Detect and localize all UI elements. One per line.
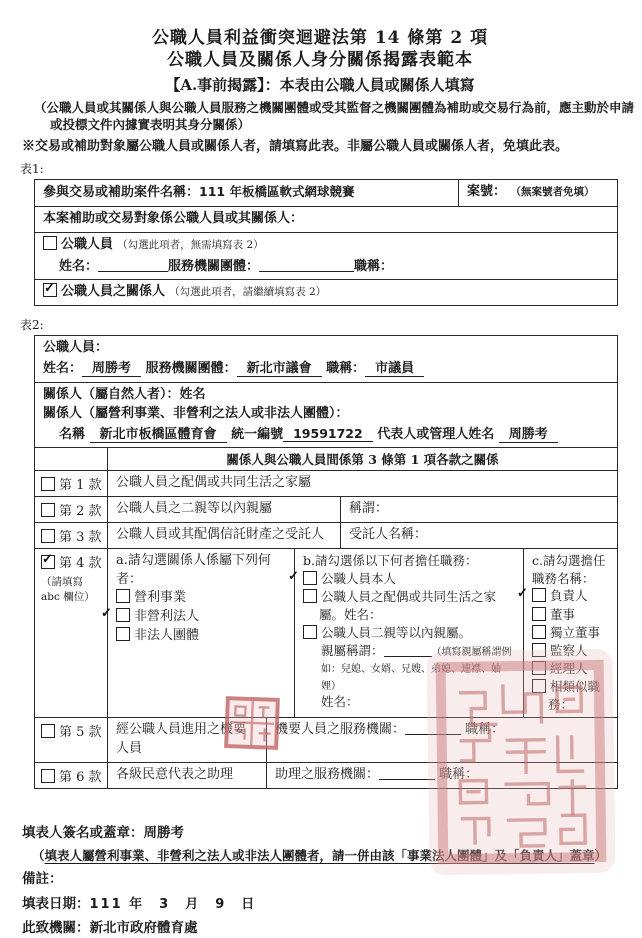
- signer-line: [22, 823, 640, 843]
- relation-header-row: [35, 448, 617, 471]
- instruction-note: ※交易或補助對象屬公職人員或關係人者，請填寫此表。非屬公職人員或關係人者，免填此表。: [22, 139, 569, 154]
- org-rep-label: 代表人或管理人姓名: [377, 426, 495, 442]
- table-row: [35, 471, 617, 497]
- k4a-title: a.請勾選關係人係屬下列何者：: [116, 553, 271, 587]
- target-line: 本案補助或交易對象係公職人員或其關係人：: [35, 207, 617, 233]
- relative-title-blank-field: [384, 643, 432, 657]
- official-info-cell: [35, 336, 617, 383]
- agency-line: [22, 918, 640, 938]
- table-row-k4: [35, 549, 617, 718]
- k2-desc: 公職人員之二親等以內親屬: [107, 497, 340, 522]
- checkbox-independent-director: [532, 625, 546, 639]
- table-row: [35, 523, 617, 549]
- k4-col-a: [101, 549, 294, 717]
- pre-disclosure-note: （公職人員或其關係人與公職人員服務之機關團體或受其監督之機關團體為補助或交易行為前，應主動於申請或投標文件內據實表明其身分關係）: [34, 99, 635, 132]
- date-line: [22, 894, 640, 915]
- k6-extra-cell: [266, 763, 617, 788]
- k4c-title: c.請勾選擔任職務名稱：: [532, 553, 606, 586]
- remark-line: 備註：: [22, 871, 63, 888]
- public-official-option: [43, 236, 609, 255]
- k4-col-c: [517, 549, 617, 717]
- title-label: 職稱：: [354, 258, 394, 274]
- checkbox-unincorporated-group: [116, 627, 130, 641]
- k1-checkbox-cell: [35, 471, 107, 496]
- checkbox-profit-business: [116, 589, 130, 603]
- checkbox-k4: [41, 552, 55, 569]
- org-identity-line: [43, 425, 609, 445]
- official-title-label: 職稱：: [326, 361, 366, 377]
- k4-note-line1: （請填寫: [41, 576, 83, 589]
- k5-blank-field: [405, 721, 461, 735]
- signer-note: （填表人屬營利事業、非營利之法人或非法人團體者，請一併由該「事業法人團體」及「負責人」蓋章）: [32, 848, 608, 864]
- k4c-opt-label: 經理人: [550, 660, 588, 676]
- checkbox-responsible-person: ✓: [532, 588, 546, 602]
- k4b-opt1-label: 公職人員本人: [321, 570, 397, 586]
- k3-number: 第 3 款: [59, 530, 102, 546]
- org-name-label: 名稱: [59, 426, 86, 442]
- k4b-option: [303, 624, 515, 711]
- k4c-option: [532, 606, 609, 624]
- checkbox-director: [532, 607, 546, 621]
- k5-desc: 經公職人員進用之機要人員: [107, 718, 266, 762]
- k4c-option: [517, 586, 609, 605]
- k4c-opt-label: 相類似職務：: [548, 679, 601, 713]
- official-line: 公職人員：: [43, 340, 109, 356]
- k4c-opt-label: 負責人: [550, 588, 588, 604]
- name-blank-field: [98, 258, 168, 272]
- k4c-opt-label: 獨立董事: [550, 624, 601, 640]
- k1-number: 第 1 款: [59, 478, 102, 494]
- k4b-opt2-label: 公職人員之配偶或共同生活之家屬。姓名：: [319, 589, 497, 623]
- table-row: [35, 497, 617, 523]
- related-person-hint: （勾選此項者，請繼續填寫表 2）: [169, 286, 327, 299]
- k4c-option: [532, 678, 609, 714]
- org-uid-value: 19591722: [283, 426, 373, 442]
- k4-checkbox-cell: [35, 549, 107, 717]
- k5-extra-cell: [266, 718, 617, 762]
- checkbox-k6: [41, 769, 55, 783]
- official-name-label: 姓名：: [43, 361, 83, 377]
- k4b-opt3-label: 公職人員二親等以內親屬。: [321, 625, 472, 641]
- k6-number: 第 6 款: [59, 770, 102, 785]
- k4-note-line2: abc 欄位）: [41, 591, 95, 604]
- case-number-cell: [458, 180, 617, 206]
- k4c-opt-label: 董事: [550, 606, 576, 622]
- case-name-label: 參與交易或補助案件名稱：: [43, 185, 200, 200]
- k3-desc: 公職人員或其配偶信託財產之受託人: [107, 523, 340, 548]
- k4b-option: [288, 568, 515, 588]
- k3-extra: 受託人名稱：: [340, 523, 617, 548]
- table-row: [35, 763, 617, 788]
- check-icon: ✓: [42, 552, 53, 568]
- form-title-line3: 【A.事前揭露】：本表由公職人員或關係人填寫: [165, 75, 475, 94]
- official-identity-line: [43, 360, 609, 379]
- checkbox-official-self: ✓: [303, 571, 317, 585]
- relative-name-label: 姓名：: [321, 694, 359, 710]
- relative-title-label: 親屬稱謂：: [321, 643, 384, 659]
- k1-desc: 公職人員之配偶或共同生活之家屬: [107, 471, 617, 496]
- checkbox-k1: [41, 477, 55, 491]
- relation-header: 關係人與公職人員間係第 3 條第 1 項各款之關係: [107, 448, 617, 470]
- checkbox-manager: [532, 661, 546, 675]
- checkbox-supervisor: [532, 643, 546, 657]
- name-label: 姓名：: [59, 258, 99, 274]
- form-title-line2: 公職人員及關係人身分關係揭露表範本: [167, 49, 473, 70]
- k2-number: 第 2 款: [59, 504, 102, 520]
- official-name-value: 周勝考: [82, 361, 141, 377]
- case-name-value: 111 年板橋區軟式網球競賽: [199, 184, 355, 199]
- related-natural-line: 關係人（屬自然人者）：姓名: [43, 386, 206, 402]
- case-number-label: 案號：: [467, 184, 507, 199]
- case-name-cell: [35, 180, 458, 206]
- k2-checkbox-cell: [35, 497, 107, 522]
- signer-label: 填表人簽名或蓋章：: [22, 825, 144, 841]
- case-number-hint: （無案號者免填）: [510, 186, 595, 198]
- checkbox-public-official: [43, 236, 57, 250]
- public-official-option-cell: [35, 233, 617, 281]
- related-person-option-cell: [35, 280, 617, 305]
- k5-title-label: 職稱：: [465, 722, 505, 738]
- k5-extra-label: 機要人員之服務機關：: [275, 722, 406, 738]
- date-label: 填表日期：: [22, 895, 90, 912]
- checkbox-related-person: [43, 283, 57, 297]
- check-icon: ✓: [44, 281, 55, 297]
- related-entity-cell: [35, 383, 617, 449]
- relative-title-note: （填寫親屬稱謂例如：兒媳、女婿、兄嫂、弟媳、連襟、妯娌）: [321, 647, 512, 693]
- k6-title-label: 職稱：: [439, 767, 479, 782]
- related-person-label: 公職人員之關係人: [61, 284, 166, 300]
- checkbox-second-degree-relative: [303, 625, 317, 639]
- signer-note-text: 填表人屬營利事業、非營利之法人或非法人團體者，請一併由該「事業法人團體」及「負責人」蓋章: [44, 848, 595, 864]
- k6-blank-field: [379, 766, 435, 780]
- k4a-option: [116, 589, 286, 608]
- k2-extra: 稱謂：: [340, 497, 617, 522]
- k4b-option: [303, 588, 515, 624]
- org-uid-label: 統一編號: [231, 426, 284, 442]
- official-org-label: 服務機關團體：: [145, 361, 237, 377]
- k3-checkbox-cell: [35, 523, 107, 548]
- table2: [34, 335, 618, 789]
- relation-header-empty-cell: [35, 448, 107, 470]
- k6-checkbox-cell: [35, 763, 107, 788]
- agency-value: 新北市政府體育處: [89, 920, 198, 937]
- k4c-opt-label: 監察人: [550, 642, 588, 658]
- signer-name: 周勝考: [143, 825, 184, 841]
- org-label: 服務機關團體：: [168, 258, 260, 274]
- table1-label: 表1:: [20, 162, 44, 176]
- k6-desc: 各級民意代表之助理: [107, 763, 266, 788]
- k6-extra-label: 助理之服務機關：: [275, 767, 380, 782]
- checkbox-spouse-family: [303, 589, 317, 603]
- public-official-label: 公職人員: [61, 236, 114, 252]
- k4b-relative-sub-block: [319, 643, 515, 711]
- k4-number: 第 4 款: [59, 556, 102, 572]
- k4a-option: [101, 605, 286, 627]
- k4a-option: [116, 627, 286, 646]
- checkbox-k2: [41, 503, 55, 517]
- checkbox-nonprofit-legal-person: ✓: [116, 608, 130, 622]
- footer-block: [22, 823, 640, 938]
- checkbox-similar-position: [532, 679, 546, 693]
- org-blank-field: [259, 258, 354, 272]
- k4a-opt3-label: 非法人團體: [134, 627, 200, 643]
- k4c-option: [532, 642, 609, 660]
- k4c-option: [532, 660, 609, 678]
- official-fields-line: [43, 258, 609, 277]
- table2-label: 表2:: [20, 318, 44, 333]
- official-title-value: 市議員: [365, 361, 424, 377]
- k5-checkbox-cell: [35, 718, 107, 762]
- table-row: [35, 718, 617, 763]
- related-org-line: 關係人（屬營利事業、非營利之法人或非法人團體）：: [43, 405, 349, 421]
- title-block: [0, 0, 640, 95]
- k4-col-b: [288, 549, 523, 717]
- k4a-opt2-label: 非營利法人: [134, 608, 200, 624]
- agency-label: 此致機關：: [22, 920, 90, 937]
- org-name-value: 新北市板橋區體育會: [90, 427, 227, 443]
- date-value: 111 年 3 月 9 日: [89, 896, 257, 912]
- official-org-value: 新北市議會: [237, 361, 322, 377]
- k4c-option: [532, 624, 609, 642]
- public-official-hint: （勾選此項者，無需填寫表 2）: [117, 238, 264, 251]
- checkbox-k5: [41, 724, 55, 738]
- table1: [34, 179, 618, 306]
- k4a-opt1-label: 營利事業: [134, 589, 187, 605]
- checkbox-k3: [41, 529, 55, 543]
- org-rep-value: 周勝考: [499, 427, 558, 443]
- k4b-title: b.請勾選係以下何者擔任職務：: [303, 553, 478, 569]
- k5-number: 第 5 款: [59, 725, 102, 741]
- form-title-line1: 公職人員利益衝突迴避法第 14 條第 2 項: [151, 28, 489, 48]
